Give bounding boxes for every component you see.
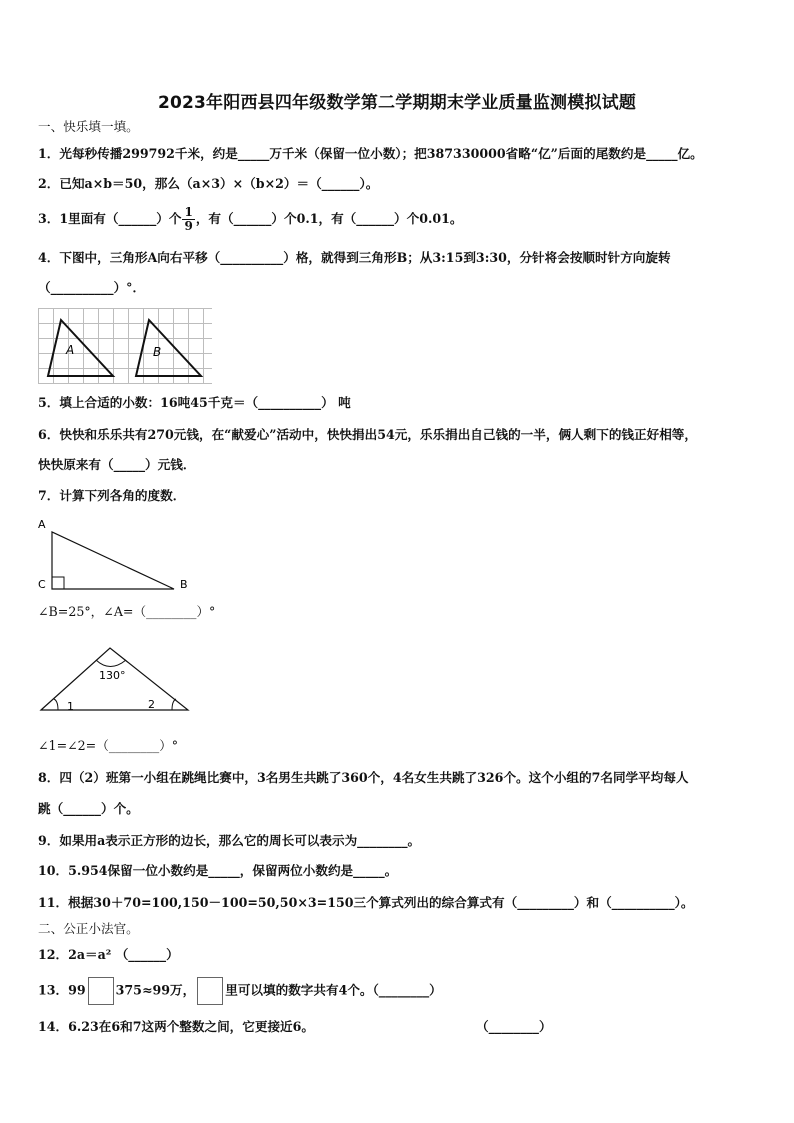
question-2: 2．已知a×b＝50，那么（a×3）×（b×2）＝（______）。: [38, 176, 379, 191]
question-13-middle: 375≈99万，: [115, 982, 196, 998]
right-triangle-figure: [34, 514, 204, 594]
question-9: 9．如果用a表示正方形的边长，那么它的周长可以表示为________。: [38, 833, 421, 848]
section-heading-fill: 一、快乐填一填。: [38, 119, 139, 134]
question-12: 12．2a＝a² （______）: [38, 947, 179, 962]
vertex-label-b: B: [180, 578, 188, 591]
obtuse-triangle-figure: [38, 640, 194, 716]
label-a: A: [66, 343, 75, 357]
top-angle-arc: [96, 660, 126, 667]
blank-box: [88, 977, 114, 1005]
question-5: 5．填上合适的小数：16吨45千克＝（__________） 吨: [38, 395, 351, 410]
question-10: 10．5.954保留一位小数约是_____，保留两位小数约是_____。: [38, 863, 398, 878]
grid-translation-figure: [38, 308, 212, 384]
fraction-denominator: 9: [184, 219, 193, 233]
angle-2-label: 2: [148, 698, 155, 711]
question-3: [38, 206, 463, 233]
question-8-line2: 跳（______）个。: [38, 801, 139, 816]
triangle-b: [136, 320, 201, 376]
question-13: [38, 977, 442, 1005]
question-7-answer-1: ∠B=25°，∠A=（________）°: [38, 604, 216, 619]
fraction-numerator: 1: [184, 205, 193, 219]
question-4-line2: （__________）°．: [38, 280, 146, 295]
label-b: B: [153, 345, 162, 359]
angle-130-label: 130°: [99, 669, 126, 682]
angle-1-arc: [54, 699, 58, 710]
question-4-line1: 4．下图中，三角形A向右平移（__________）格，就得到三角形B；从3:15到3:30，分针将会按顺时针方向旋转: [38, 250, 671, 265]
section-heading-judge: 二、公正小法官。: [38, 921, 139, 936]
question-3-part1: 3．1里面有（______）个: [38, 211, 182, 226]
question-3-part2: ，有（______）个0.1，有（______）个0.01。: [195, 211, 463, 226]
vertex-label-a: A: [38, 518, 46, 531]
question-1: 1．光每秒传播299792千米，约是_____万千米（保留一位小数）；把387330000省略“亿”后面的尾数约是_____亿。: [38, 146, 703, 161]
fraction: [182, 206, 194, 233]
page-title: 2023年阳西县四年级数学第二学期期末学业质量监测模拟试题: [157, 93, 637, 113]
angle-1-label: 1: [67, 700, 74, 713]
right-angle-mark: [52, 577, 64, 589]
right-triangle: [52, 532, 174, 589]
question-14-answer: （________）: [476, 1019, 552, 1034]
grid-lines: [38, 308, 212, 384]
vertex-label-c: C: [38, 578, 46, 591]
question-14: 14．6.23在6和7这两个整数之间，它更接近6。: [38, 1019, 314, 1034]
blank-box: [197, 977, 223, 1005]
question-6-line2: 快快原来有（_____）元钱．: [38, 457, 196, 472]
question-8-line1: 8．四（2）班第一小组在跳绳比赛中，3名男生共跳了360个，4名女生共跳了326个。这个小组的7名同学平均每人: [38, 770, 689, 785]
question-11: 11．根据30＋70=100,150－100=50,50×3=150三个算式列出的综合算式有（_________）和（__________）。: [38, 895, 694, 910]
triangle-a: [48, 320, 113, 376]
question-13-prefix: 13．99: [38, 982, 86, 998]
question-6-line1: 6．快快和乐乐共有270元钱，在“献爱心”活动中，快快捐出54元，乐乐捐出自己钱的一半，俩人剩下的钱正好相等，: [38, 427, 697, 442]
question-7-answer-2: ∠1=∠2=（________）°: [38, 738, 179, 753]
question-7: 7．计算下列各角的度数．: [38, 488, 186, 503]
question-13-suffix: 里可以填的数字共有4个。（________）: [225, 982, 442, 998]
